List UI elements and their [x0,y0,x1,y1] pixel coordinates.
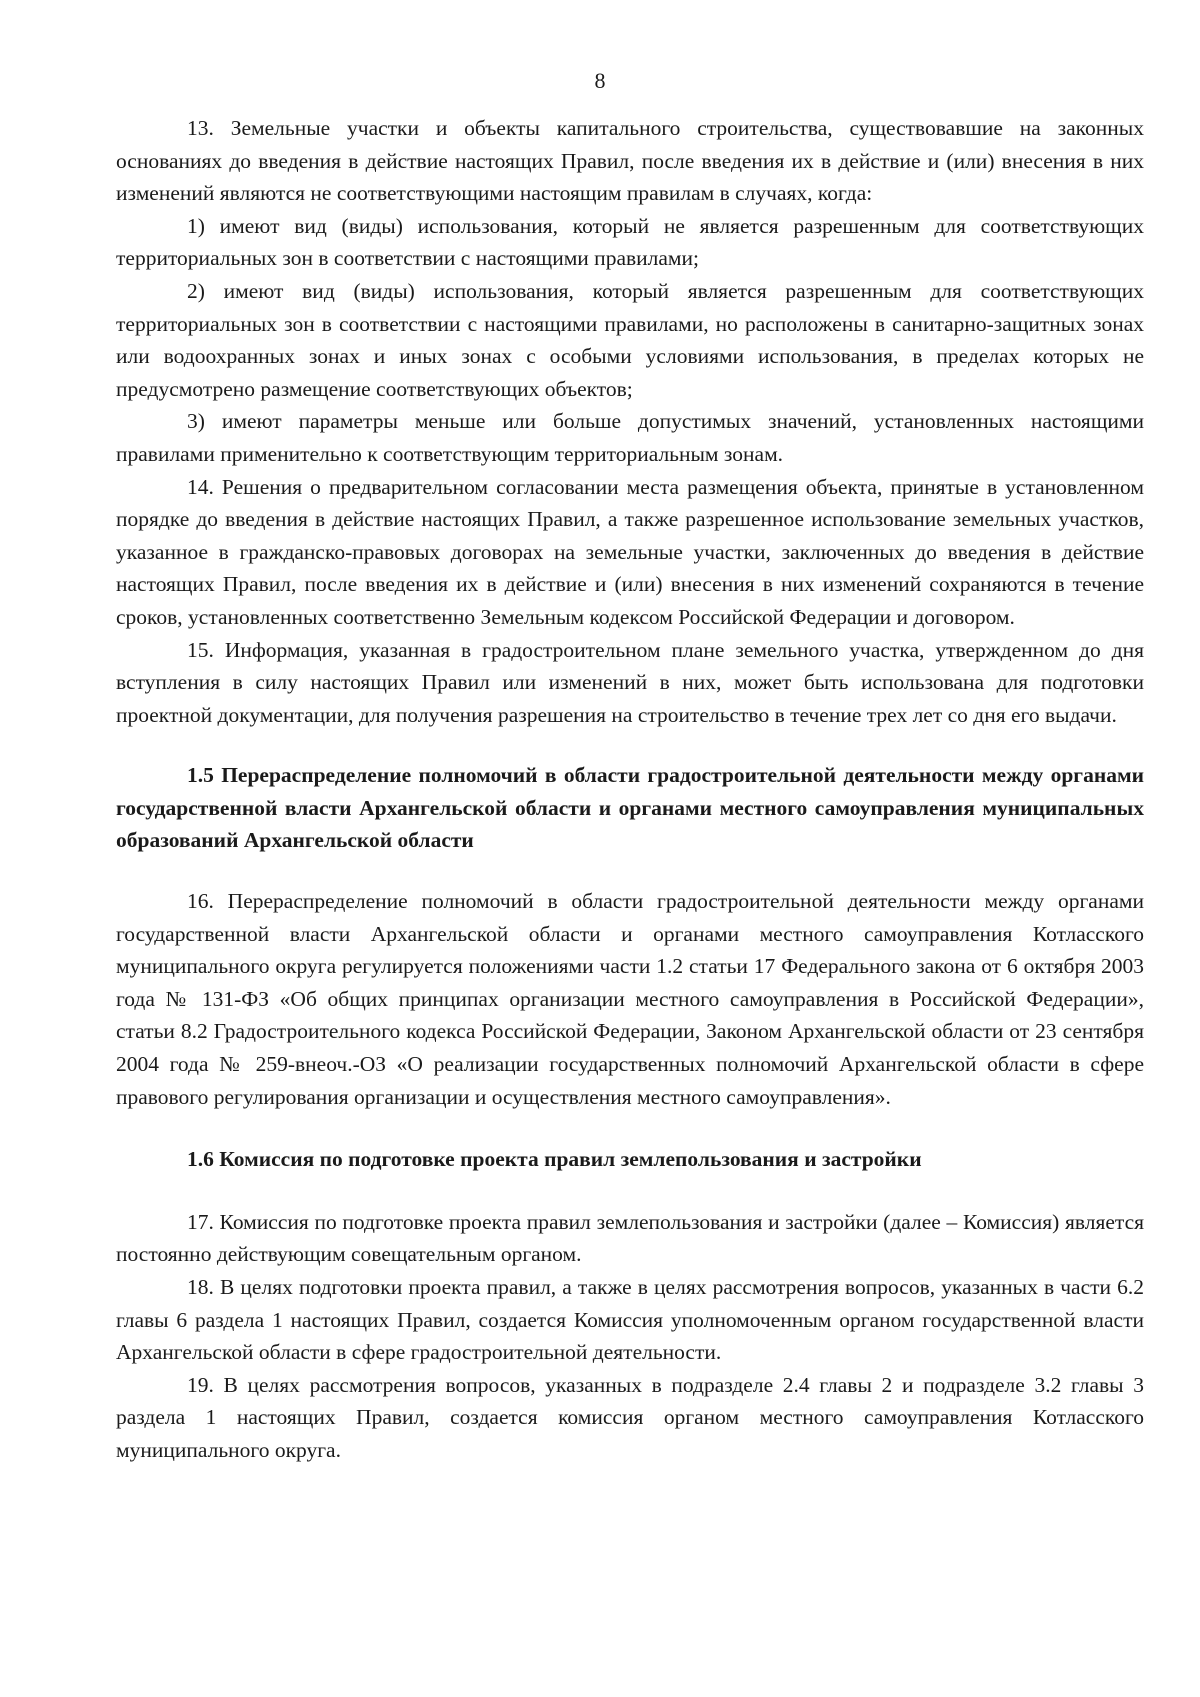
list-item-1: 1) имеют вид (виды) использования, который не является разрешенным для соответствующих территориальных зон в соответствии с настоящими правилами; [116,213,1144,271]
paragraph-14: 14. Решения о предварительном согласовании места размещения объекта, принятые в установленном порядке до введения в действие настоящих Правил, а также разрешенное использование земельных участков, указанное в гражданско-правовых договорах на земельные участки, заключенных до введения в действие настоящих Правил, после введения их в действие и (или) внесения в них изменений сохраняются в течение сроков, установленных соответственно Земельным кодексом Российской Федерации и договором. [116,474,1144,629]
document-body [116,112,1144,1467]
section-heading-1-5: 1.5 Перераспределение полномочий в области градостроительной деятельности между органами государственной власти Архангельской области и органами местного самоуправления муниципальных образований Архангельской области [116,763,1144,853]
paragraph-13: 13. Земельные участки и объекты капитального строительства, существовавшие на законных основаниях до введения в действие настоящих Правил, после введения их в действие и (или) внесения в них изменений являются не соответствующими настоящим правилам в случаях, когда: [116,116,1144,206]
paragraph-16: 16. Перераспределение полномочий в области градостроительной деятельности между органами государственной власти Архангельской области и органами местного самоуправления Котласского муниципального округа регулируется положениями части 1.2 статьи 17 Федерального закона от 6 октября 2003 года № 131-ФЗ «Об общих принципах организации местного самоуправления в Российской Федерации», статьи 8.2 Градостроительного кодекса Российской Федерации, Законом Архангельской области от 23 сентября 2004 года № 259-внеоч.-ОЗ «О реализации государственных полномочий Архангельской области в сфере правового регулирования организации и осуществления местного самоуправления». [116,889,1144,1109]
list-item-3: 3) имеют параметры меньше или больше допустимых значений, установленных настоящими правилами применительно к соответствующим территориальным зонам. [116,409,1144,466]
list-item-2: 2) имеют вид (виды) использования, который является разрешенным для соответствующих территориальных зон в соответствии с настоящими правилами, но расположены в санитарно-защитных зонах или водоохранных зонах и иных зонах с особыми условиями использования, в пределах которых не предусмотрено размещение соответствующих объектов; [116,278,1144,401]
paragraph-19: 19. В целях рассмотрения вопросов, указанных в подразделе 2.4 главы 2 и подразделе 3.2 главы 3 раздела 1 настоящих Правил, создается комиссия органом местного самоуправления Котласского муниципального округа. [116,1372,1144,1462]
page-number: 8 [594,68,606,93]
paragraph-18: 18. В целях подготовки проекта правил, а также в целях рассмотрения вопросов, указанных в части 6.2 главы 6 раздела 1 настоящих Правил, создается Комиссия уполномоченным органом государственной власти Архангельской области в сфере градостроительной деятельности. [116,1275,1144,1365]
paragraph-17: 17. Комиссия по подготовке проекта правил землепользования и застройки (далее – Комиссия) является постоянно действующим совещательным органом. [116,1209,1144,1267]
paragraph-15: 15. Информация, указанная в градостроительном плане земельного участка, утвержденном до дня вступления в силу настоящих Правил или изменений в них, может быть использована для подготовки проектной документации, для получения разрешения на строительство в течение трех лет со дня его выдачи. [116,637,1144,727]
section-heading-1-6: 1.6 Комиссия по подготовке проекта правил землепользования и застройки [187,1147,922,1172]
